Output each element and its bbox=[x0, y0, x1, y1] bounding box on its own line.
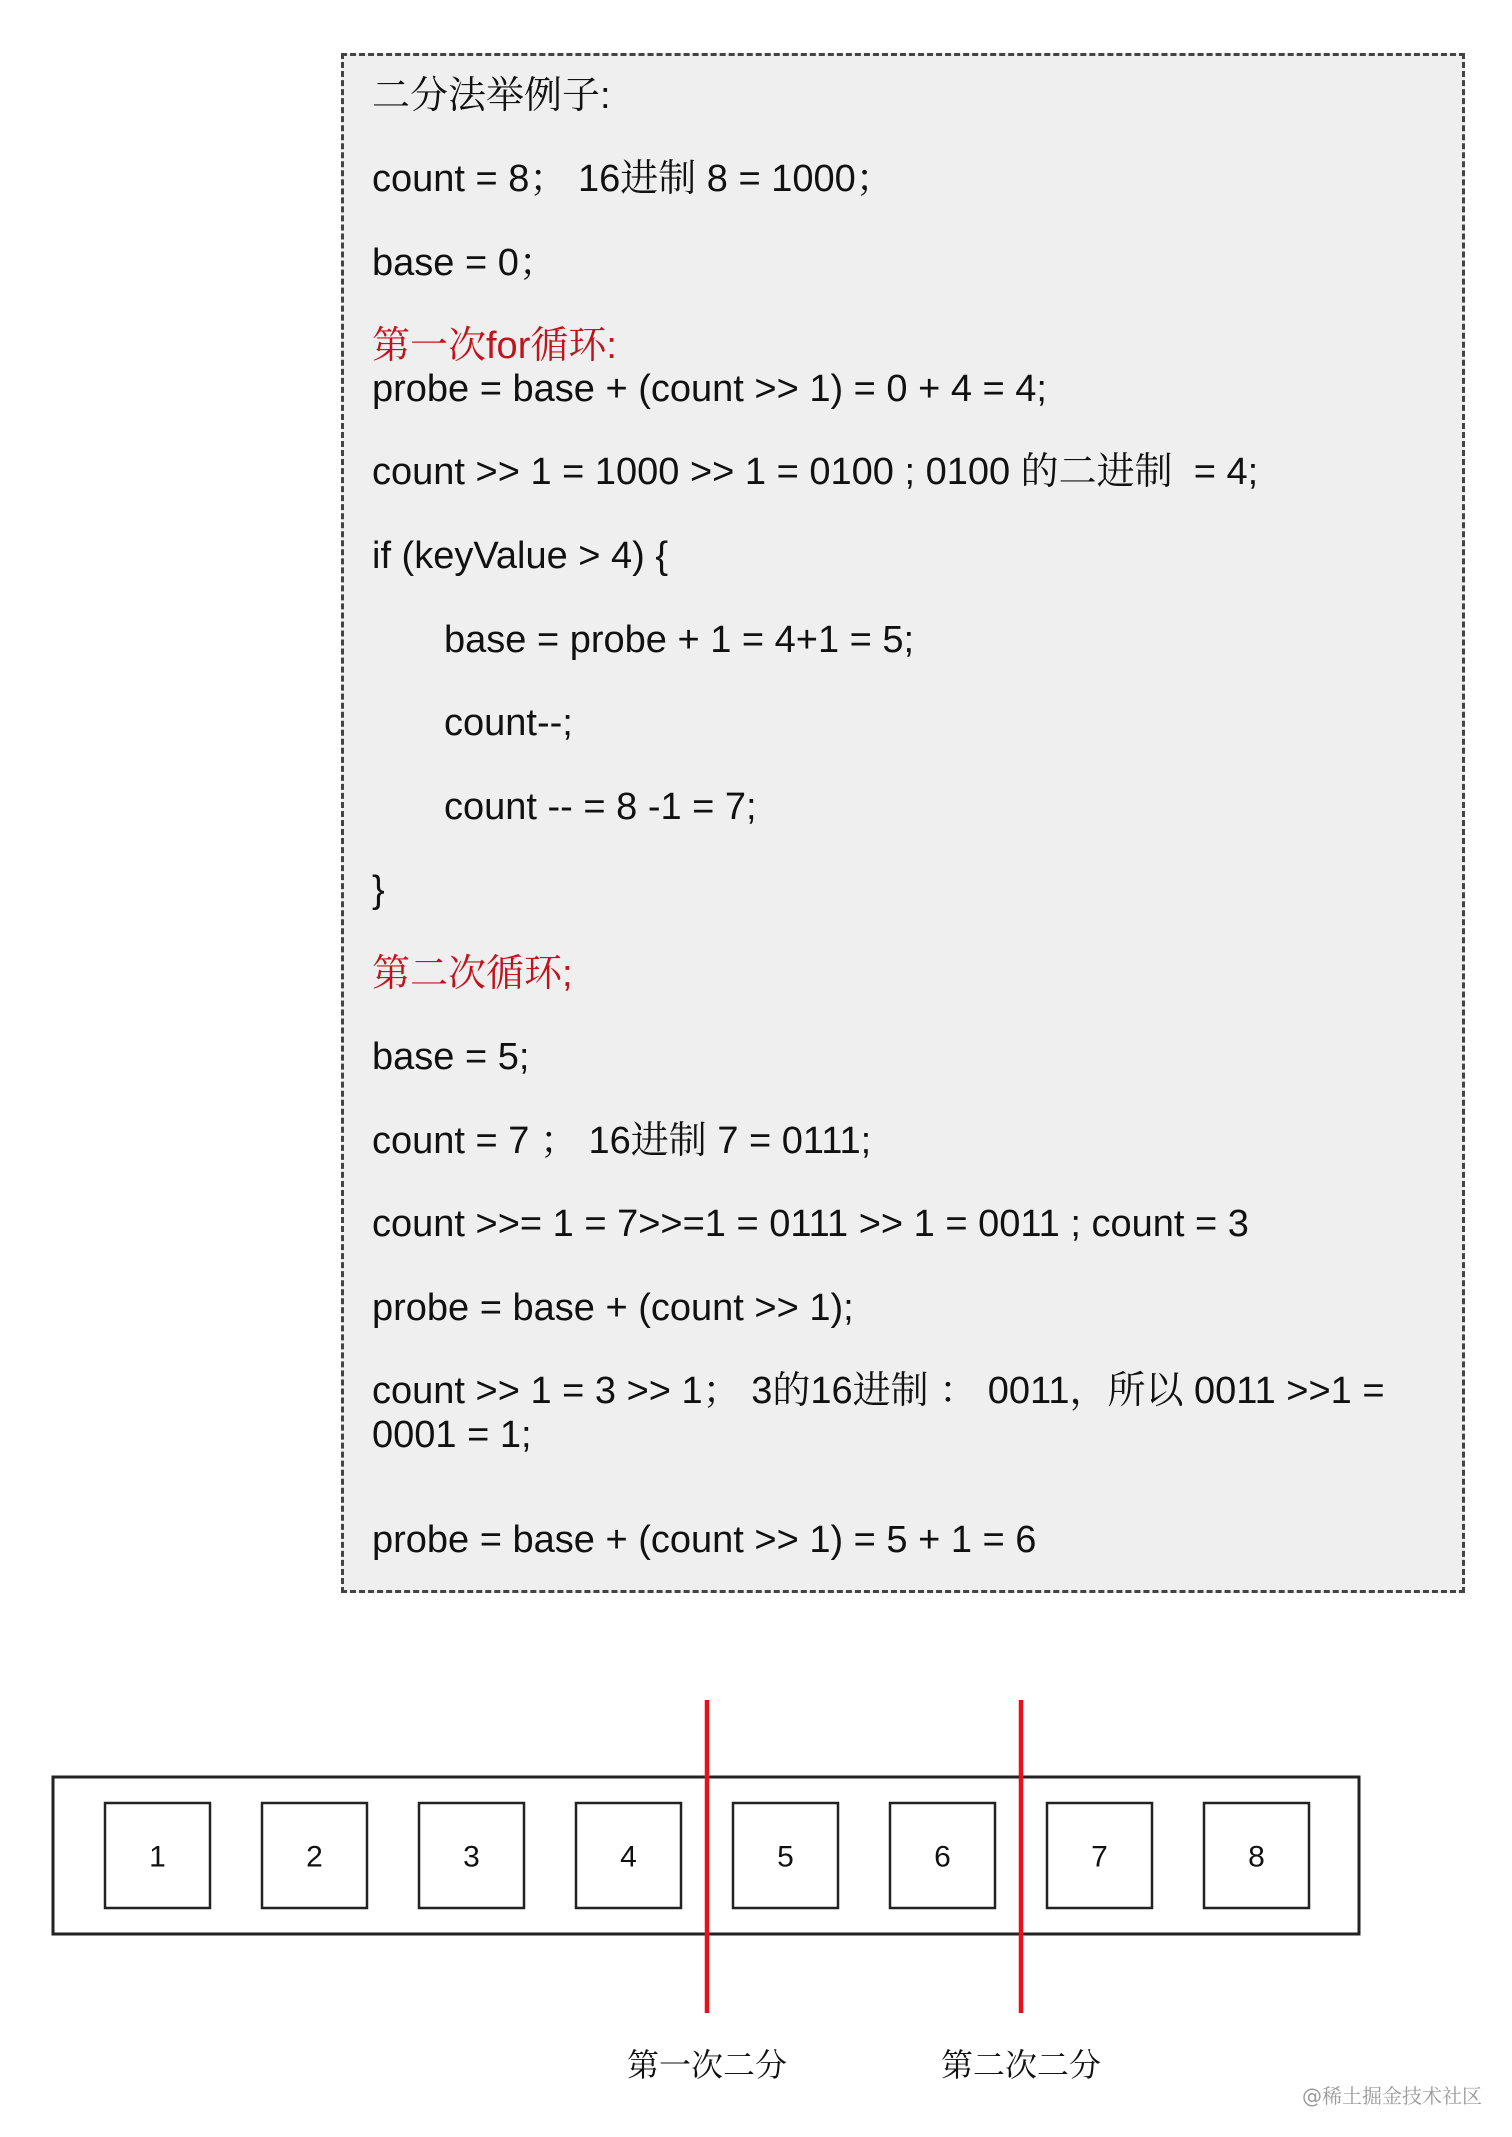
note-line: count >> 1 = 1000 >> 1 = 0100 ; 0100 的二进制 = 4; bbox=[372, 451, 1259, 493]
note-line: probe = base + (count >> 1) = 5 + 1 = 6 bbox=[372, 1519, 1037, 1561]
split-label: 第二次二分 bbox=[940, 2046, 1102, 2084]
array-cell-label: 1 bbox=[149, 1840, 166, 1874]
array-cell-label: 4 bbox=[620, 1840, 637, 1874]
note-line: count = 8； 16进制 8 = 1000； bbox=[372, 158, 894, 200]
array-cell-label: 8 bbox=[1248, 1840, 1265, 1874]
note-line-highlight: 第二次循环; bbox=[372, 953, 573, 995]
note-line: if (keyValue > 4) { bbox=[372, 535, 669, 577]
note-line-indented: count--; bbox=[444, 702, 573, 744]
split-label: 第一次二分 bbox=[626, 2046, 788, 2084]
note-line: 二分法举例子: bbox=[372, 75, 611, 117]
watermark: @稀土掘金技术社区 bbox=[1302, 2084, 1482, 2108]
array-cell-label: 5 bbox=[777, 1840, 794, 1874]
array-cell-label: 3 bbox=[463, 1840, 480, 1874]
note-line-indented: base = probe + 1 = 4+1 = 5; bbox=[444, 619, 915, 661]
note-line-highlight: 第一次for循环: bbox=[372, 325, 617, 367]
note-line: count = 7 ； 16进制 7 = 0111; bbox=[372, 1120, 872, 1162]
note-line: base = 5; bbox=[372, 1036, 530, 1078]
note-line: probe = base + (count >> 1) = 0 + 4 = 4; bbox=[372, 368, 1047, 410]
array-cell-label: 2 bbox=[306, 1840, 323, 1874]
note-line: count >> 1 = 3 >> 1； 3的16进制 ： 0011，所以 0011 >>1 = 0001 = 1; bbox=[372, 1370, 1385, 1456]
note-line-indented: count -- = 8 -1 = 7; bbox=[444, 786, 757, 828]
note-line: } bbox=[372, 869, 385, 911]
note-line: probe = base + (count >> 1); bbox=[372, 1287, 854, 1329]
array-cell-label: 7 bbox=[1091, 1840, 1108, 1874]
note-line: base = 0； bbox=[372, 242, 557, 284]
array-cell-label: 6 bbox=[934, 1840, 951, 1874]
split-markers bbox=[627, 1700, 1101, 2084]
note-line: count >>= 1 = 7>>=1 = 0111 >> 1 = 0011 ; count = 3 bbox=[372, 1203, 1249, 1245]
